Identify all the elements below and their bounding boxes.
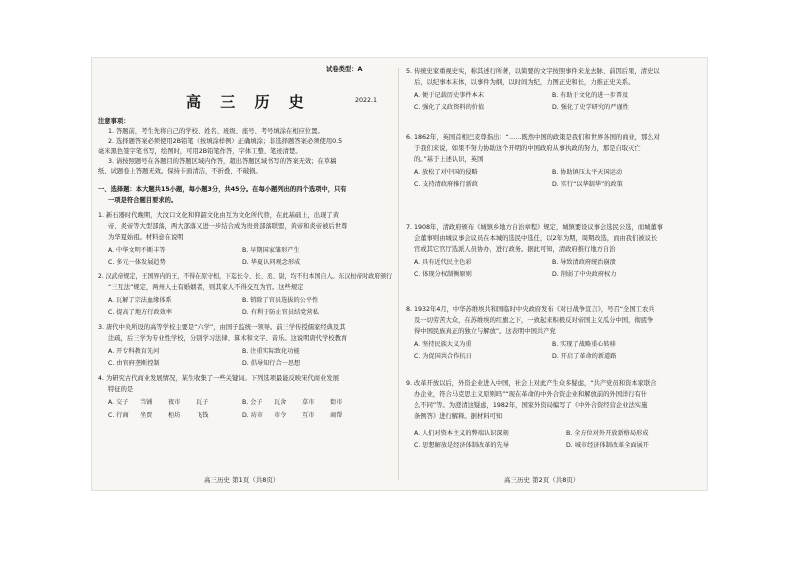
question-7-text: 官或其它官厅选派人员协办，进行政务。据此可知，清政府推行地方自治 [414,246,616,253]
notice-line: 毫米黑色签字笔书写，绘图时，可用2B铅笔作答，字体工整、笔迹清楚。 [98,148,302,155]
page-1 [92,58,394,490]
question-9-option-d: D. 城市经济体制改革全面展开 [566,442,649,449]
section-heading: 一、选择题：本大题共15小题，每小题3分，共45分。在每小题列出的四个选项中，只有 [98,186,347,193]
page-footer: 高三历史 第2页（共8页） [504,476,580,484]
question-6-text: 于我们来说，如果不努力协助这个开明的中国政府从事执政的努力，那是自取灭亡 [414,145,641,152]
section-heading-cont: 一项是符合题目要求的。 [108,197,178,204]
question-6-option-d: D. 实行“以华制华”的政策 [552,181,623,188]
question-3-option-c: C. 由官府垄断控制 [108,360,160,367]
exam-sheet [92,58,707,490]
question-4-option-a-term: 瓦子 [196,399,209,406]
question-5-option-d: D. 强化了史学研究的严谨性 [552,104,629,111]
question-7-option-c: C. 体现分权制衡原则 [414,271,472,278]
question-6-option-b: B. 协助镇压太平天国运动 [552,169,623,176]
question-4-option-b-term: 草市 [302,399,315,406]
question-1-option-a: A. 中华文明不断丰等 [108,247,166,254]
question-4-option-b-term: 街市 [330,399,343,406]
question-4-option-a-term: A. 交子 [108,399,129,406]
question-9-text: 条例答》进行解释。据材料可知 [414,413,503,420]
paper-type-label: 试卷类型：A [326,66,363,73]
question-1-text: 为华夏始祖。材料意在说明 [108,234,184,241]
question-4-option-a-term: 当铺 [140,399,153,406]
question-7-option-d: D. 削弱了中央政府权力 [552,271,617,278]
exam-date: 2022.1 [355,97,378,104]
question-2-option-d: D. 有利于防止官员结党营私 [242,309,319,316]
question-8-option-c: C. 为促国共合作抗日 [414,353,472,360]
notice-line: 3. 请按照题号在各题目的答题区域内作答，超出答题区域书写的答案无效；在草稿 [108,158,337,165]
question-8-text: 及一切劳苦大众，在苏维埃的红旗之下，一致起来积极反对帝国主义瓜分中国，彻底争 [414,317,654,324]
question-2-option-b: B. 销除了官员选拔的公平性 [242,297,319,304]
question-2-text: “三互法”规定，两州人士有婚姻者，则其家人不得交互为官。这些规定 [108,284,304,291]
question-4-option-d-term: 互市 [302,412,315,419]
question-9-option-a: A. 人们对资本主义的弊端认识深刻 [414,430,509,437]
question-5-text: 后，以纪事本末体，以事件为纲，以时间为纪，力图正史和长，力推正史关系。 [414,79,635,86]
question-5-option-c: C. 强化了义政资料的价值 [414,104,485,111]
question-8-option-d: D. 开启了革命的新道路 [552,353,617,360]
question-4-option-b-term: 瓦舍 [274,399,287,406]
question-9-text: 办企业，符合马克思主义原则吗”“现在革命的中外合资企业和解放前的外国洋行有什 [414,391,648,398]
question-8-option-b: B. 实现了战略重心转移 [552,341,616,348]
question-3-text: 3. 唐代中央所设的高等学校主要是“六学”，由国子监统一领导。前三学传授儒家经典及其 [98,324,346,331]
question-6-text: 6. 1862年，英国首相巴麦尊指出：“……既然中国的政策是我们和世界各国的商业，那么对 [406,134,660,141]
question-3-option-a: A. 开专科教育先河 [108,348,160,355]
question-9-option-c: C. 思想解放是经济体制改革的先导 [414,442,509,449]
question-2-option-a: A. 瓦解了宗法血缘体系 [108,297,172,304]
exam-title: 高 三 历 史 [186,93,311,111]
question-6-option-c: C. 支持清政府推行新政 [414,181,478,188]
question-9-option-b: B. 全方位对外开放新格局形成 [566,430,649,437]
question-2-option-c: C. 提高了地方行政效率 [108,309,172,316]
question-4-option-a-term: 夜市 [168,399,181,406]
question-4-option-c-term: 柜坊 [168,412,181,419]
question-4-option-c-term: 飞钱 [196,412,209,419]
question-3-text: 注疏，后三学为专业性学校，分别学习法律、算术和文字、音乐。这说明唐代学校教育 [108,335,348,342]
page-2 [402,58,702,490]
notice-heading: 注意事项： [98,118,130,125]
question-4-option-d-term: D. 坊市 [242,412,264,419]
question-7-option-b: B. 导致清政府统治崩溃 [552,259,616,266]
question-3-option-b: B. 注重实际致化功能 [242,348,300,355]
page-footer: 高三历史 第1页（共8页） [204,476,280,484]
question-4-option-c-term: C. 行商 [108,412,129,419]
question-4-option-d-term: 商帮 [330,412,343,419]
question-6-text: 的。”基于上述认识，英国 [414,156,484,163]
question-8-text: 得中国民族真正的独立与解放”。这表明中国共产党 [414,328,556,335]
question-9-text: 么不同”等。为澄清这疑虑，1982年，国家外资局编写了《中外合资经营企业法实施 [414,402,648,409]
question-4-text: 4. 为研究古代商业发展情况，某生收集了一些关键词。下列选项最能反映宋代商业发展 [98,375,339,382]
question-9-text: 9. 改革开放以后，外资企业进入中国，社会上对此产生众多疑虑，“共产党员和资本家联合 [406,380,657,387]
question-1-option-b: B. 早期国家雏形产生 [242,247,300,254]
question-3-option-d: D. 倡导知行合一思想 [242,360,301,367]
notice-line: 1. 答题前，考生先将自己的学校、姓名、班级、座号、考号填涂在相应位置。 [108,128,324,135]
question-1-option-d: D. 华夏认同观念形成 [242,259,301,266]
question-7-option-a: A. 具有近代民主色彩 [414,259,472,266]
question-5-text: 5. 传统史家重视史实，称其述行所著，以简要的文字按照事件来龙去脉、前因后果，清史以 [406,68,660,75]
question-4-text: 特征的是 [108,386,134,393]
question-4-option-b-term: B. 会子 [242,399,263,406]
notice-line: 纸、试题卷上答题无效。保持卡面清洁，不折叠、不破损。 [98,168,262,175]
question-6-option-a: A. 放松了对中国的侵略 [414,169,478,176]
question-8-text: 8. 1932年4月，中华苏维埃共和国临时中央政府发布《对日战争宣言》，号召“全国工农兵 [406,306,655,313]
notice-line: 2. 选择题答案必须使用2B铅笔（按填涂样例）正确填涂；非选择题答案必须使用0.5 [108,138,343,145]
question-5-option-a: A. 便于记载历史事件本末 [414,92,484,99]
question-1-text: 帝、炎帝等大型部落，两大部落又进一步结合成为贵贵部落联盟，黄帝和炎帝被后世尊 [108,223,348,230]
question-7-text: 7. 1908年，清政府颁布《城镇乡地方自治章程》规定，城镇要设议事会选民公选，而城董事 [406,224,664,231]
question-4-option-d-term: 市令 [274,412,287,419]
question-1-option-c: C. 多元一体发展趋势 [108,259,166,266]
question-8-option-a: A. 坚持民族大义为重 [414,341,472,348]
question-1-text: 1. 新石器时代晚期，大汶口文化和仰韶文化由互为文化所代替，在此基础上，出现了黄 [98,212,339,219]
page-divider [398,68,399,480]
question-4-option-c-term: 坐贾 [140,412,153,419]
question-2-text: 2. 汉武帝规定，王国界内的王，不得在原守相，下迄长令、长、丞、尉，均不归本国自人。东汉桓帝时政府颁行 [98,273,393,280]
question-7-text: 会董事则由城议事会议员在本城的选民中选任，以2年为期，周期改选，而由我们被议长 [414,235,658,242]
question-5-option-b: B. 有助于文化的进一步普及 [552,92,629,99]
